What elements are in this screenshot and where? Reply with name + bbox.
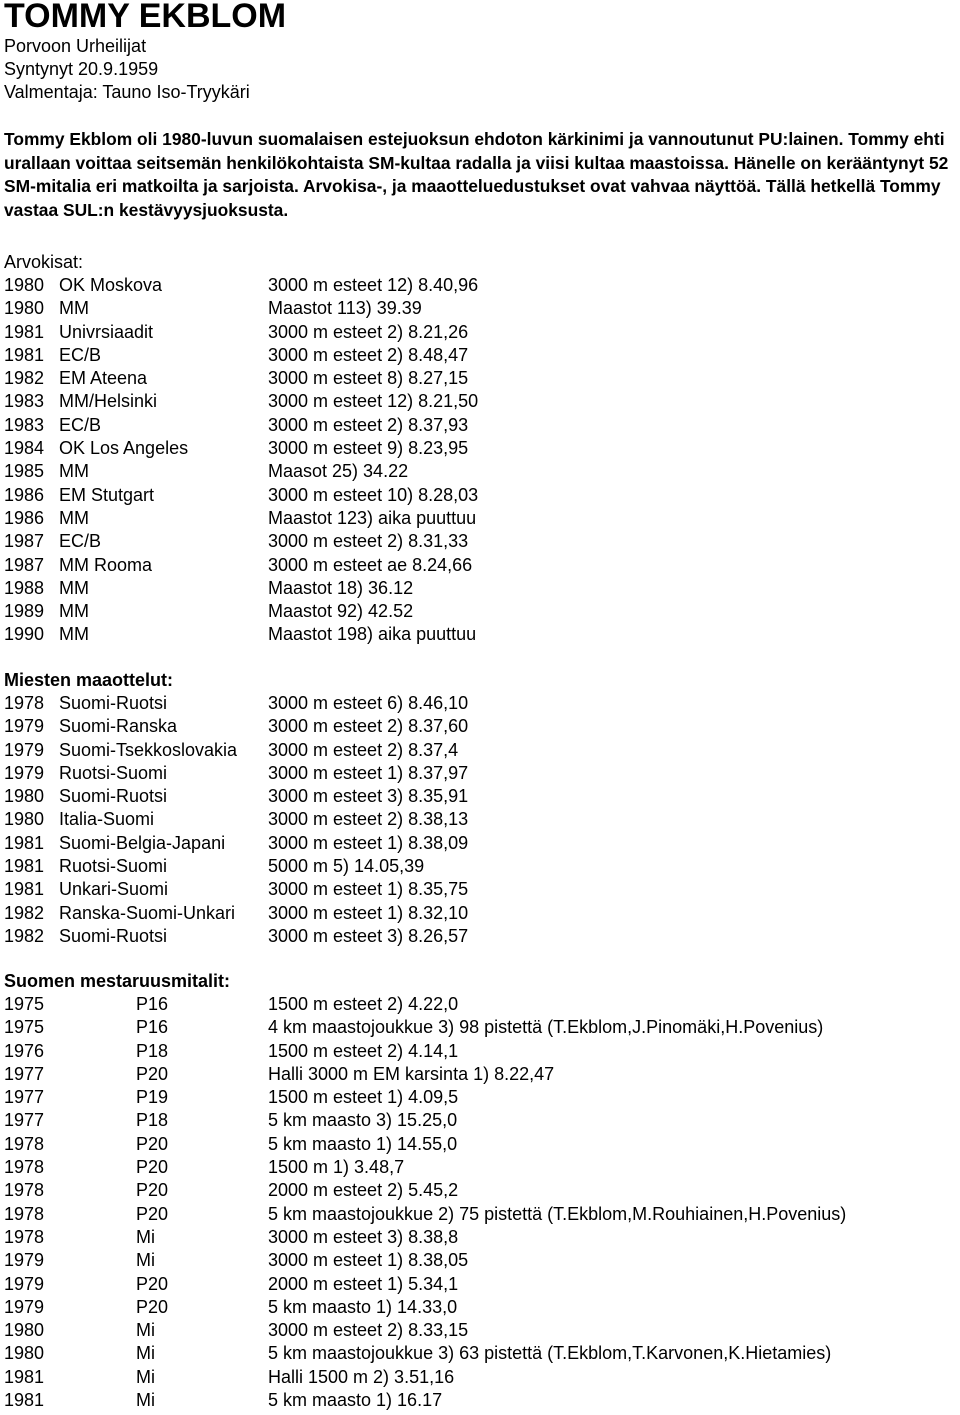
row-year: 1987 [4,531,45,552]
row-class: P16 [136,1017,169,1038]
list-item [4,1249,956,1272]
section-title-arvokisat: Arvokisat: [4,252,84,272]
list-item [4,878,956,901]
row-result: Halli 3000 m EM karsinta 1) 8.22,47 [268,1063,555,1084]
row-year: 1980 [4,298,45,319]
row-year: 1986 [4,484,45,505]
list-item [4,1016,956,1039]
row-year: 1986 [4,507,45,528]
row-result: 5 km maastojoukkue 2) 75 pistettä (T.Ekblom,M.Rouhiainen,H.Povenius) [268,1203,847,1224]
row-year: 1983 [4,391,45,412]
list-item [4,484,956,507]
row-result: 2000 m esteet 2) 5.45,2 [268,1180,459,1201]
row-year: 1977 [4,1063,45,1084]
list-item [4,507,956,530]
row-result: 5 km maasto 1) 16.17 [268,1390,443,1411]
row-event: Ruotsi-Suomi [59,762,168,783]
row-result: 3000 m esteet 1) 8.37,97 [268,762,469,783]
row-class: P20 [136,1133,169,1154]
row-event: OK Moskova [59,275,163,295]
row-class: P20 [136,1203,169,1224]
row-class: P18 [136,1040,169,1061]
list-item [4,344,956,367]
row-year: 1981 [4,321,45,342]
row-year: 1975 [4,1017,45,1038]
list-item [4,1226,956,1249]
row-class: Mi [136,1366,155,1387]
row-event: Ranska-Suomi-Unkari [59,902,236,923]
row-year: 1979 [4,762,45,783]
row-year: 1979 [4,1296,45,1317]
list-item [4,1179,956,1202]
row-event: MM Rooma [59,554,153,575]
row-year: 1981 [4,832,45,853]
list-item [4,925,956,948]
row-event: Univrsiaadit [59,321,154,342]
row-result: 3000 m esteet 12) 8.40,96 [268,275,479,295]
row-year: 1978 [4,1133,45,1154]
list-item [4,274,956,297]
row-class: P20 [136,1273,169,1294]
list-item [4,1273,956,1296]
list-item [4,297,956,320]
row-event: Suomi-Ruotsi [59,693,168,713]
list-item [4,902,956,925]
row-year: 1980 [4,1320,45,1341]
row-class: Mi [136,1343,155,1364]
row-year: 1988 [4,577,45,598]
row-result: 5 km maastojoukkue 3) 63 pistettä (T.Ekblom,T.Karvonen,K.Hietamies) [268,1343,832,1364]
list-item [4,1086,956,1109]
row-event: OK Los Angeles [59,438,189,459]
row-year: 1984 [4,438,45,459]
list-item [4,1342,956,1365]
row-year: 1978 [4,1226,45,1247]
row-result: 3000 m esteet 12) 8.21,50 [268,391,479,412]
row-event: EC/B [59,531,102,552]
row-year: 1980 [4,786,45,807]
list-item [4,785,956,808]
list-item [4,437,956,460]
row-event: EM Stutgart [59,484,155,505]
list-item [4,390,956,413]
row-class: P20 [136,1296,169,1317]
row-event: Ruotsi-Suomi [59,856,168,877]
list-item [4,321,956,344]
row-year: 1979 [4,1250,45,1271]
list-item [4,855,956,878]
row-result: 3000 m esteet 2) 8.21,26 [268,321,469,342]
athlete-coach: Valmentaja: Tauno Iso-Tryykäri [4,82,250,102]
list-item [4,1203,956,1226]
list-item [4,530,956,553]
row-year: 1975 [4,994,45,1014]
list-item [4,1319,956,1342]
row-class: Mi [136,1250,155,1271]
row-year: 1981 [4,344,45,365]
list-item [4,1156,956,1179]
mitalit-list [4,993,956,1412]
list-item [4,832,956,855]
row-result: 3000 m esteet 3) 8.35,91 [268,786,469,807]
row-event: Suomi-Ranska [59,716,178,737]
row-result: 4 km maastojoukkue 3) 98 pistettä (T.Ekblom,J.Pinomäki,H.Povenius) [268,1017,824,1038]
row-year: 1983 [4,414,45,435]
row-result: 3000 m esteet 3) 8.38,8 [268,1226,459,1247]
athlete-birthdate: Syntynyt 20.9.1959 [4,59,159,79]
row-event: EC/B [59,344,102,365]
section-title-maaottelut: Miesten maaottelut: [4,670,174,690]
list-item [4,1133,956,1156]
list-item [4,414,956,437]
row-year: 1977 [4,1087,45,1108]
list-item [4,623,956,646]
row-year: 1982 [4,902,45,923]
row-year: 1981 [4,879,45,900]
list-item [4,1109,956,1132]
list-item [4,554,956,577]
list-item [4,460,956,483]
row-event: MM [59,507,89,528]
list-item [4,993,956,1016]
row-year: 1978 [4,693,45,713]
row-class: P20 [136,1157,169,1178]
row-result: 3000 m esteet 2) 8.37,4 [268,739,459,760]
row-result: 1500 m esteet 2) 4.14,1 [268,1040,459,1061]
row-year: 1977 [4,1110,45,1131]
athlete-name: TOMMY EKBLOM [4,0,287,35]
row-event: EM Ateena [59,368,148,389]
row-year: 1985 [4,461,45,482]
row-year: 1980 [4,275,45,295]
list-item [4,1296,956,1319]
section-title-mitalit: Suomen mestaruusmitalit: [4,971,231,991]
row-year: 1980 [4,809,45,830]
row-class: P19 [136,1087,169,1108]
row-class: Mi [136,1226,155,1247]
row-result: 3000 m esteet 2) 8.37,60 [268,716,469,737]
list-item [4,692,956,715]
row-result: 3000 m esteet 8) 8.27,15 [268,368,469,389]
row-year: 1978 [4,1157,45,1178]
list-item [4,715,956,738]
list-item [4,1063,956,1086]
list-item [4,367,956,390]
row-event: MM [59,624,89,645]
row-year: 1989 [4,601,45,622]
row-event: Suomi-Belgia-Japani [59,832,226,853]
row-result: Halli 1500 m 2) 3.51,16 [268,1366,455,1387]
row-result: 5 km maasto 1) 14.33,0 [268,1296,458,1317]
row-result: 3000 m esteet 2) 8.33,15 [268,1320,469,1341]
row-year: 1990 [4,624,45,645]
row-result: 3000 m esteet 1) 8.38,05 [268,1250,469,1271]
row-year: 1987 [4,554,45,575]
athlete-club: Porvoon Urheilijat [4,36,147,56]
row-event: MM [59,577,89,598]
row-result: 3000 m esteet 10) 8.28,03 [268,484,479,505]
row-class: Mi [136,1320,155,1341]
row-result: 3000 m esteet 1) 8.32,10 [268,902,469,923]
row-event: Suomi-Ruotsi [59,925,168,946]
row-result: 3000 m esteet 2) 8.48,47 [268,344,469,365]
row-result: Maastot 92) 42.52 [268,601,414,622]
list-item [4,808,956,831]
maaottelut-list [4,692,956,948]
list-item [4,1040,956,1063]
row-result: 1500 m esteet 2) 4.22,0 [268,994,459,1014]
row-result: 3000 m esteet 2) 8.37,93 [268,414,469,435]
row-result: 5000 m 5) 14.05,39 [268,856,425,877]
row-year: 1981 [4,1366,45,1387]
row-event: MM [59,601,89,622]
row-event: MM [59,461,89,482]
row-result: Maastot 18) 36.12 [268,577,414,598]
row-result: 3000 m esteet 2) 8.31,33 [268,531,469,552]
row-class: P18 [136,1110,169,1131]
row-result: Maasot 25) 34.22 [268,461,409,482]
row-result: 3000 m esteet 1) 8.35,75 [268,879,469,900]
row-result: 5 km maasto 3) 15.25,0 [268,1110,458,1131]
list-item [4,739,956,762]
row-year: 1979 [4,716,45,737]
row-year: 1982 [4,368,45,389]
row-result: 3000 m esteet 2) 8.38,13 [268,809,469,830]
row-year: 1982 [4,925,45,946]
row-result: Maastot 113) 39.39 [268,298,422,319]
row-event: Unkari-Suomi [59,879,169,900]
row-year: 1979 [4,1273,45,1294]
row-result: 3000 m esteet 9) 8.23,95 [268,438,469,459]
row-class: Mi [136,1390,155,1411]
list-item [4,577,956,600]
row-result: 3000 m esteet 6) 8.46,10 [268,693,469,713]
row-class: P20 [136,1180,169,1201]
intro-paragraph: Tommy Ekblom oli 1980-luvun suomalaisen estejuoksun ehdoton kärkinimi ja vannoutunut PU:lainen. Tommy ehti urallaan voittaa seitsemän henkilökohtaista SM-kultaa radalla ja viisi kultaa maastoissa. Hänelle on kerääntynyt 52 SM-mitalia eri matkoilta ja sarjoista. Arvokisa-, ja maaotteluedustukset ovat vahvaa näyttöä. Tällä hetkellä Tommy vastaa SUL:n kestävyysjuoksusta. [4,129,949,220]
row-year: 1981 [4,1390,45,1411]
row-result: 3000 m esteet 1) 8.38,09 [268,832,469,853]
row-result: 5 km maasto 1) 14.55,0 [268,1133,458,1154]
row-event: MM [59,298,89,319]
row-class: P16 [136,994,169,1014]
list-item [4,1366,956,1389]
row-event: Suomi-Tsekkoslovakia [59,739,238,760]
row-event: MM/Helsinki [59,391,158,412]
row-year: 1976 [4,1040,45,1061]
list-item [4,1389,956,1412]
row-year: 1980 [4,1343,45,1364]
row-event: Suomi-Ruotsi [59,786,168,807]
row-year: 1978 [4,1203,45,1224]
row-event: Italia-Suomi [59,809,155,830]
row-result: 1500 m 1) 3.48,7 [268,1157,405,1178]
row-result: Maastot 123) aika puuttuu [268,507,477,528]
row-result: 1500 m esteet 1) 4.09,5 [268,1087,459,1108]
arvokisat-list [4,274,956,647]
row-result: 3000 m esteet 3) 8.26,57 [268,925,469,946]
row-result: Maastot 198) aika puuttuu [268,624,477,645]
row-class: P20 [136,1063,169,1084]
row-result: 3000 m esteet ae 8.24,66 [268,554,473,575]
row-event: EC/B [59,414,102,435]
list-item [4,762,956,785]
row-year: 1978 [4,1180,45,1201]
row-result: 2000 m esteet 1) 5.34,1 [268,1273,459,1294]
row-year: 1979 [4,739,45,760]
list-item [4,600,956,623]
row-year: 1981 [4,856,45,877]
